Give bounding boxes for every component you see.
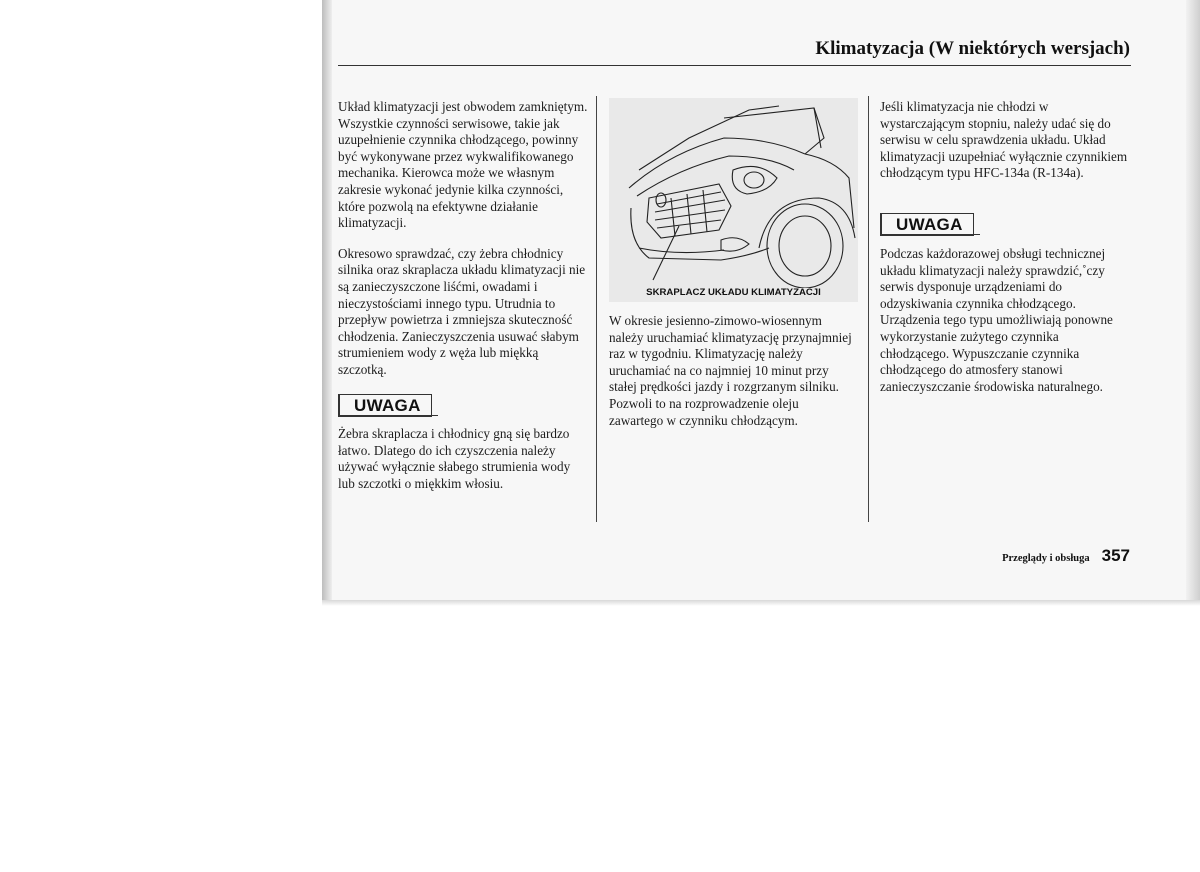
warning-underline — [338, 415, 438, 416]
page-gutter-shadow — [322, 0, 332, 605]
warning-header-right — [880, 213, 980, 235]
condenser-figure — [609, 98, 858, 302]
title-divider — [338, 65, 1131, 66]
column-divider-right — [868, 96, 869, 522]
column-middle — [609, 313, 854, 443]
section-name: Przeglądy i obsługa — [1002, 553, 1090, 564]
column-divider-left — [596, 96, 597, 522]
column-right — [880, 99, 1130, 196]
car-front-illustration — [609, 98, 858, 288]
warning-label: UWAGA — [880, 213, 974, 236]
warning-header-left — [338, 394, 438, 416]
paragraph-system-info: Układ klimatyzacji jest obwodem zamkniętym. Wszystkie czynności serwisowe, takie jak uzupełnienie czynnika chłodzącego, powinny być wykonywane przez wykwalifikowanego mechanika. Kierowca może we własnym zakresie wykonać jedynie kilka czynności, które pozwolą na efektywne działanie klimatyzacji. — [338, 99, 588, 231]
paragraph-cleaning: Okresowo sprawdzać, czy żebra chłodnicy silnika oraz skraplacza układu klimatyzacji nie są zanieczyszczone liśćmi, owadami i nieczystościami innego typu. Utrudnia to przepływ powietrza i zmniejsza skuteczność chłodzenia. Zanieczyszczenia usuwać słabym strumieniem wody z węża lub miękką szczotką. — [338, 245, 586, 377]
page-footer — [1002, 546, 1130, 566]
column-left — [338, 99, 588, 393]
warning-text-right — [880, 246, 1130, 409]
warning-paragraph: Żebra skraplacza i chłodnicy gną się bardzo łatwo. Dlatego do ich czyszczenia należy używać wyłącznie słabego strumienia wody lub szczotki o miękkim włosiu. — [338, 426, 571, 491]
figure-caption: SKRAPLACZ UKŁADU KLIMATYZACJI — [646, 287, 821, 298]
warning-underline — [880, 234, 980, 235]
warning-paragraph: Podczas każdorazowej obsługi technicznej układu klimatyzacji należy sprawdzić,˚czy serwis dysponuje urządzeniami do odzyskiwania czynnika chłodzącego. Urządzenia tego typu umożliwiają ponowne wykorzystanie zużytego czynnika chłodzącego. Wypuszczanie czynnika chłodzącego do atmosfery stanowi zanieczyszczanie środowiska naturalnego. — [880, 246, 1113, 394]
page-title: Klimatyzacja (W niektórych wersjach) — [815, 38, 1130, 59]
warning-text-left — [338, 426, 588, 506]
page-edge-shadow — [1186, 0, 1200, 605]
warning-label: UWAGA — [338, 394, 432, 417]
paragraph-weekly-run: W okresie jesienno-zimowo-wiosennym należy uruchamiać klimatyzację przynajmniej raz w tygodniu. Klimatyzację należy uruchamiać na co najmniej 10 minut przy stałej prędkości jazdy i rozgrzanym silniku. Pozwoli to na rozprowadzenie oleju zawartego w czynniku chłodzącym. — [609, 313, 852, 428]
page-bottom-edge — [322, 600, 1200, 606]
page-number: 357 — [1101, 546, 1130, 565]
paragraph-service: Jeśli klimatyzacja nie chłodzi w wystarczającym stopniu, należy udać się do serwisu w celu sprawdzenia układu. Układ klimatyzacji uzupełniać wyłącznie czynnikiem chłodzącym typu HFC-134a (R-134a). — [880, 99, 1128, 181]
